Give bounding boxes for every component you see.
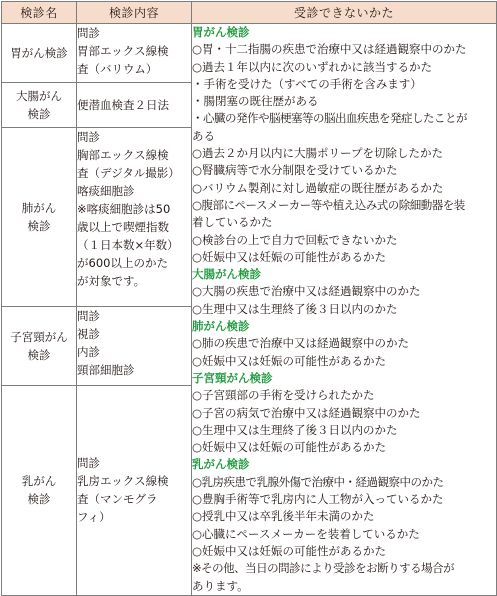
screening-table (1, 1, 497, 596)
cond-line: ○妊娠中又は妊娠の可能性があるかた (192, 440, 387, 455)
content-line: が600以上のかた (77, 256, 168, 271)
screening-content-cervical (77, 306, 192, 385)
cond-line: あります。 (192, 578, 249, 593)
cond-line: 着しているかた (192, 215, 273, 230)
screening-name-breast (2, 385, 77, 595)
content-line: （１日本数×年数） (77, 238, 179, 253)
cond-line: ・心臓の発作や脳梗塞等の脳出血疾患を発症したことが (192, 111, 467, 126)
cond-line: ○妊娠中又は妊娠の可能性があるかた (192, 543, 387, 558)
row-stomach (2, 24, 497, 83)
cond-line: ○生理中又は生理終了後３日以内のかた (192, 422, 398, 437)
cond-line: ○腎臓病等で水分制限を受けているかた (192, 163, 398, 178)
screening-content-breast (77, 385, 192, 595)
cond-heading-colon: 大腸がん検診 (192, 267, 261, 282)
cond-line: ○過去２か月以内に大腸ポリープを切除したかた (192, 146, 443, 161)
header-row (2, 2, 497, 24)
content-line: 視診 (77, 326, 100, 341)
screening-name-line: 検診 (27, 347, 51, 362)
content-line: 問診 (77, 130, 100, 145)
cond-heading-breast: 乳がん検診 (192, 457, 250, 472)
cond-line: ○過去１年以内に次のいずれかに該当するかた (192, 59, 433, 74)
content-line: フィ） (77, 510, 111, 525)
screening-content-colon (77, 82, 192, 127)
cond-line: ○妊娠中又は妊娠の可能性があるかた (192, 249, 387, 264)
screening-name-line: 大腸がん (16, 88, 62, 103)
content-line: 問診 (77, 456, 100, 471)
content-line: 便潜血検査２日法 (77, 97, 169, 112)
cond-line: ある (192, 128, 215, 143)
screening-name-colon (2, 82, 77, 127)
cond-heading-cervical: 子宮頸がん検診 (192, 370, 273, 385)
cond-line: ・手術を受けた（すべての手術を含みます） (192, 76, 422, 91)
screening-name-line: 胃がん検診 (10, 45, 68, 60)
screening-name-line: 検診 (27, 492, 51, 507)
cond-line: ○妊娠中又は妊娠の可能性があるかた (192, 353, 387, 368)
screening-name-line: 検診 (27, 106, 51, 121)
cond-line: ※その他、当日の問診により受診をお断りする場合が (192, 561, 455, 576)
screening-content-stomach (77, 24, 192, 83)
cond-line: ○胃・十二指腸の疾患で治療中又は経過観察中のかた (192, 42, 467, 57)
cond-line: ○心臓にペースメーカーを装着しているかた (192, 526, 420, 541)
screening-name-line: 乳がん (21, 474, 57, 489)
content-line: 胸部エックス線検 (77, 148, 169, 163)
content-line: 内診 (77, 344, 100, 359)
content-line: 問診 (77, 308, 100, 323)
content-line: 喀痰細胞診 (77, 184, 135, 199)
content-line: 査（バリウム） (77, 62, 158, 76)
content-line: 査（マンモグラ (77, 492, 158, 507)
cond-line: ○生理中又は生理終了後３日以内のかた (192, 301, 398, 316)
content-line: 査（デジタル撮影） (77, 166, 180, 181)
content-line: 乳房エックス線検 (77, 474, 169, 489)
screening-name-stomach (2, 24, 77, 83)
cond-line: ○腹部にペースメーカー等や植え込み式の除細動器を装 (192, 197, 465, 212)
content-line: 歳以上で喫煙指数 (77, 220, 169, 235)
cond-line: ○豊胸手術等で乳房内に人工物が入っているかた (192, 492, 444, 507)
cond-line: ・腸閉塞の既往歴がある (192, 94, 319, 109)
screening-name-lung (2, 128, 77, 307)
screening-name-line: 肺がん (21, 200, 57, 215)
header-screening-name: 検診名 (2, 2, 77, 24)
cond-line: ○授乳中又は卒乳後半年未満のかた (192, 509, 375, 524)
cond-line: ○バリウム製剤に対し過敏症の既往歴があるかた (192, 180, 444, 195)
screening-name-cervical (2, 306, 77, 385)
cond-line: ○検診台の上で自力で回転できないかた (192, 232, 398, 247)
header-ineligible: 受診できないかた (192, 2, 497, 24)
cond-line: ○肺の疾患で治療中又は経過観察中のかた (192, 336, 410, 351)
content-line: が対象です。 (77, 274, 146, 289)
content-line: 問診 (77, 26, 100, 40)
content-line: 頸部細胞診 (77, 362, 135, 377)
screening-name-line: 子宮頸がん (10, 329, 68, 344)
cond-line: ○子宮の病気で治療中又は経過観察中のかた (192, 405, 421, 420)
cond-line: ○大腸の疾患で治療中又は経過観察中のかた (192, 284, 421, 299)
cond-heading-stomach: 胃がん検診 (192, 25, 250, 39)
header-screening-content: 検診内容 (77, 2, 192, 24)
content-line: ※喀痰細胞診は50 (77, 202, 171, 217)
cond-line: ○乳房疾患で乳腺外傷で治療中・経過観察中のかた (192, 474, 444, 489)
content-line: 胃部エックス線検 (77, 44, 169, 58)
screening-name-line: 検診 (27, 218, 51, 233)
cond-line: ○子宮頸部の手術を受けられたかた (192, 388, 375, 403)
cond-heading-lung: 肺がん検診 (192, 319, 250, 334)
screening-content-lung (77, 128, 192, 307)
ineligible-conditions (192, 24, 497, 596)
